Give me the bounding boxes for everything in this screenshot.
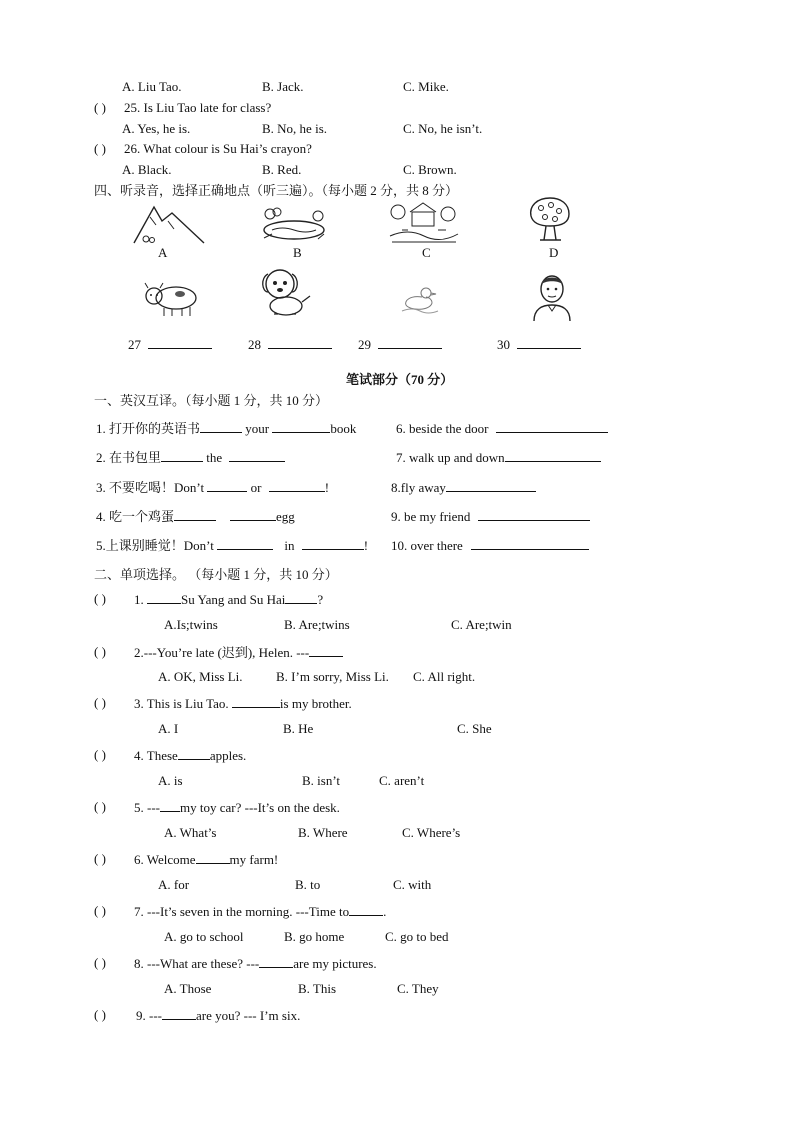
written-part-title: 笔试部分（70 分） [346,372,454,387]
answer-blank-27[interactable] [148,336,212,349]
blank[interactable] [162,1007,196,1020]
q25-answer-paren: ( ) [94,100,106,115]
answer-blank-29[interactable] [378,336,442,349]
mc3-option-b: B. He [283,721,314,736]
blank[interactable] [196,851,230,864]
mc2-option-b: B. I’m sorry, Miss Li. [276,669,389,684]
translate-item-9: 9. be my friend [391,508,590,525]
blank[interactable] [232,695,280,708]
blank[interactable] [230,508,276,521]
mc7-option-b: B. go home [284,929,345,944]
translate-item-3: 3. 不要吃喝！Don’t or ! [96,480,330,495]
mc-question-8: 8. ---What are these? --- are my pictures. [134,956,377,971]
mc-paren[interactable]: ( ) [94,591,106,606]
lake-picture [260,206,328,242]
translate-item-4: 4. 吃一个鸡蛋 egg [96,509,295,524]
mc-question-7: 7. ---It’s seven in the morning. ---Time to . [134,904,387,919]
blank[interactable] [496,420,608,433]
translate-item-2: 2. 在书包里 the [96,449,285,466]
sec2-title: 二、单项选择。 （每小题 1 分，共 10 分） [94,567,338,582]
answer-29: 29 [358,336,442,353]
q24-option-a: A. Liu Tao. [122,79,182,94]
dog-picture [256,268,316,318]
translate-item-8: 8.fly away [391,479,536,496]
answer-blank-28[interactable] [268,336,332,349]
mc7-option-a: A. go to school [164,929,244,944]
blank[interactable] [446,479,536,492]
blank[interactable] [161,449,203,462]
mc-paren[interactable]: ( ) [94,851,106,866]
translate-item-6: 6. beside the door [396,420,608,437]
q26-text: 26. What colour is Su Hai’s crayon? [124,141,312,156]
mc-question-6: 6. Welcome my farm! [134,852,279,867]
q25-option-c: C. No, he isn’t. [403,121,483,136]
q26-option-a: A. Black. [122,162,172,177]
blank[interactable] [207,479,247,492]
mc-paren[interactable]: ( ) [94,747,106,762]
picture-label-c: C [422,245,431,260]
mc4-option-b: B. isn’t [302,773,341,788]
blank[interactable] [200,420,242,433]
mc8-option-a: A. Those [164,981,212,996]
mc1-option-a: A.Is;twins [164,617,218,632]
answer-blank-30[interactable] [517,336,581,349]
apple-tree-picture [525,196,575,242]
mc6-option-c: C. with [393,877,432,892]
mc-paren[interactable]: ( ) [94,903,106,918]
q24-option-c: C. Mike. [403,79,449,94]
q25-text: 25. Is Liu Tao late for class? [124,100,272,115]
picture-label-a: A [158,245,168,260]
blank[interactable] [147,591,181,604]
blank[interactable] [309,644,343,657]
blank[interactable] [217,537,273,550]
mc-paren[interactable]: ( ) [94,955,106,970]
mc-question-1: 1. Su Yang and Su Hai ? [134,592,324,607]
man-picture [530,271,574,323]
picture-label-d: D [549,245,559,260]
mc2-option-c: C. All right. [413,669,476,684]
mc-question-4: 4. These apples. [134,748,247,763]
blank[interactable] [229,449,285,462]
sec1-title: 一、英汉互译。（每小题 1 分，共 10 分） [94,393,329,408]
translate-item-5: 5.上课别睡觉！Don’t in ! [96,538,369,553]
answer-28: 28 [248,336,332,353]
blank[interactable] [478,508,590,521]
blank[interactable] [505,449,601,462]
mc-paren[interactable]: ( ) [94,695,106,710]
mc8-option-b: B. This [298,981,337,996]
mc3-option-a: A. I [158,721,179,736]
mc-paren[interactable]: ( ) [94,1007,106,1022]
mc-paren[interactable]: ( ) [94,644,106,659]
mc-question-3: 3. This is Liu Tao. is my brother. [134,696,352,711]
mc7-option-c: C. go to bed [385,929,449,944]
mc5-option-a: A. What’s [164,825,217,840]
q25-option-b: B. No, he is. [262,121,327,136]
picture-label-b: B [293,245,302,260]
q24-option-b: B. Jack. [262,79,304,94]
mc-paren[interactable]: ( ) [94,799,106,814]
answer-27: 27 [128,336,212,353]
blank[interactable] [174,508,216,521]
mc-question-5: 5. --- my toy car? ---It’s on the desk. [134,800,340,815]
translate-item-10: 10. over there [391,537,589,554]
blank[interactable] [259,955,293,968]
blank[interactable] [272,420,330,433]
mc4-option-c: C. aren’t [379,773,425,788]
mc2-option-a: A. OK, Miss Li. [158,669,243,684]
q25-option-a: A. Yes, he is. [122,121,191,136]
mc1-option-c: C. Are;twin [451,617,512,632]
q26-option-b: B. Red. [262,162,302,177]
blank[interactable] [178,747,210,760]
mc8-option-c: C. They [397,981,439,996]
mc4-option-a: A. is [158,773,183,788]
translate-item-7: 7. walk up and down [396,449,601,466]
q26-option-c: C. Brown. [403,162,457,177]
blank[interactable] [160,799,180,812]
q26-answer-paren: ( ) [94,141,106,156]
section4-title: 四、听录音，选择正确地点（听三遍）。（每小题 2 分，共 8 分） [94,183,459,198]
mc5-option-c: C. Where’s [402,825,461,840]
blank[interactable] [285,591,317,604]
mc5-option-b: B. Where [298,825,348,840]
mc-question-2: 2.---You’re late (迟到), Helen. --- [134,644,343,661]
mc3-option-c: C. She [457,721,492,736]
blank[interactable] [471,537,589,550]
blank[interactable] [302,537,364,550]
translate-item-1: 1. 打开你的英语书 your book [96,421,357,436]
mc-question-9: 9. --- are you? --- I’m six. [136,1008,301,1023]
mc6-option-a: A. for [158,877,190,892]
blank[interactable] [349,903,383,916]
village-picture [388,200,460,244]
duck-picture [400,285,440,315]
mc6-option-b: B. to [295,877,321,892]
blank[interactable] [269,479,325,492]
mc1-option-b: B. Are;twins [284,617,350,632]
answer-30: 30 [497,336,581,353]
cow-picture [140,280,202,318]
mountain-picture [132,203,206,247]
